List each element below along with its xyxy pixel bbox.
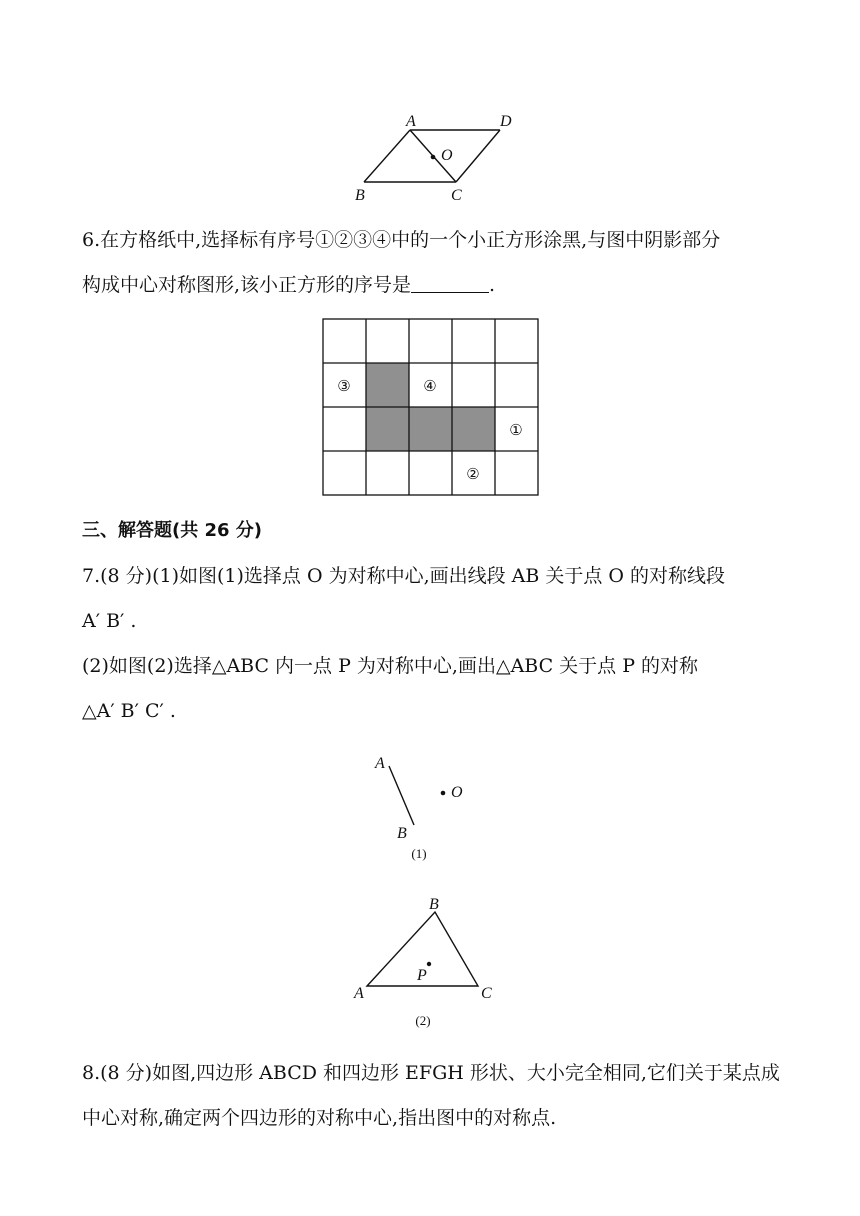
fig1-label-a: A (375, 755, 385, 772)
fig1-label-o: O (451, 784, 463, 801)
fig1-label-b: B (397, 825, 407, 842)
fig2-caption: (2) (415, 1013, 431, 1028)
q6-line2-end: . (489, 274, 496, 296)
q8-line2: 中心对称,确定两个四边形的对称中心,指出图中的对称点. (82, 1107, 557, 1129)
q7-line4: △A′ B′ C′ . (82, 700, 176, 722)
q8-line1: 8.(8 分)如图,四边形 ABCD 和四边形 EFGH 形状、大小完全相同,它们关于某点成 (82, 1062, 780, 1084)
fig2-label-b: B (429, 896, 439, 913)
q7-line2: A′ B′ . (82, 610, 137, 632)
q7-line1: 7.(8 分)(1)如图(1)选择点 O 为对称中心,画出线段 AB 关于点 O 的对称线段 (82, 565, 726, 587)
label-o: O (441, 147, 453, 164)
q7-line3: (2)如图(2)选择△ABC 内一点 P 为对称中心,画出△ABC 关于点 P 的对称 (82, 655, 699, 677)
mark-1: ① (509, 423, 523, 439)
label-d: D (500, 113, 512, 130)
section-heading: 三、解答题(共 26 分) (82, 520, 263, 541)
mark-2: ② (466, 467, 480, 483)
fig2-label-a: A (354, 985, 364, 1002)
fig2-label-c: C (481, 985, 492, 1002)
q6-line2-text: 构成中心对称图形,该小正方形的序号是 (82, 274, 412, 296)
label-c: C (451, 187, 462, 204)
label-b: B (355, 187, 365, 204)
label-a: A (406, 113, 416, 130)
mark-3: ③ (337, 379, 351, 395)
fig1-caption: (1) (411, 846, 427, 861)
mark-4: ④ (423, 379, 437, 395)
fig2-label-p: P (417, 967, 427, 984)
q6-line1: 6.在方格纸中,选择标有序号①②③④中的一个小正方形涂黑,与图中阴影部分 (82, 229, 721, 251)
point-p (427, 962, 431, 966)
